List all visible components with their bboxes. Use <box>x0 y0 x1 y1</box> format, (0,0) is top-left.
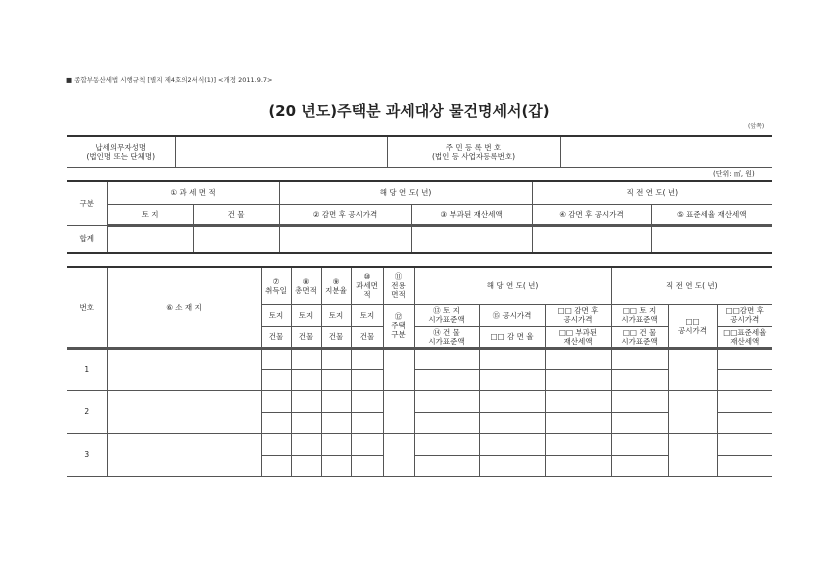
detail-cell[interactable] <box>414 455 479 476</box>
detail-cell[interactable] <box>611 412 668 433</box>
detail-cell[interactable] <box>321 412 351 433</box>
detail-col-13-header: ⑬ 토 지 시가표준액 <box>414 304 479 326</box>
detail-cell[interactable] <box>291 348 321 369</box>
taxpayer-name-field[interactable] <box>175 136 387 167</box>
detail-col-10-header: ⑩ 과세면 적 <box>351 267 383 304</box>
detail-col-7-header: ⑦ 취득일 <box>261 267 291 304</box>
detail-cell[interactable] <box>414 369 479 390</box>
detail-col-9-header: ⑨ 지분율 <box>321 267 351 304</box>
summary-total-building[interactable] <box>193 225 279 253</box>
detail-col-14-header: ⑭ 건 물 시가표준액 <box>414 326 479 348</box>
detail-col-15-header: ⑮ 공시가격 <box>479 304 545 326</box>
detail-row-location[interactable] <box>107 390 261 433</box>
detail-prev-public-price-header: □□ 공시가격 <box>668 304 717 348</box>
detail-cell[interactable] <box>479 369 545 390</box>
summary-building-header: 건 물 <box>193 204 279 225</box>
detail-prev-building-header: □□ 건 물 시가표준액 <box>611 326 668 348</box>
detail-col-16-header: □□ 감면 후 공시가격 <box>545 304 611 326</box>
detail-cell[interactable] <box>321 455 351 476</box>
detail-cell[interactable] <box>717 433 772 455</box>
detail-col-8-land: 토지 <box>291 304 321 326</box>
taxpayer-name-label: 납세의무자성명 (법인명 또는 단체명) <box>67 136 175 167</box>
detail-cell[interactable] <box>261 412 291 433</box>
detail-cell[interactable] <box>717 412 772 433</box>
detail-cell[interactable] <box>479 412 545 433</box>
detail-cell[interactable] <box>479 390 545 412</box>
page-title: (20 년도)주택분 과세대상 물건명세서(갑) <box>268 102 550 120</box>
detail-prev-after-header: □□감면 후 공시가격 <box>717 304 772 326</box>
detail-cell[interactable] <box>414 348 479 369</box>
summary-col-5-header: ⑤ 표준세율 재산세액 <box>651 204 772 225</box>
detail-cell[interactable] <box>717 455 772 476</box>
summary-col-3-header: ③ 부과된 재산세액 <box>411 204 532 225</box>
detail-cell[interactable] <box>414 433 479 455</box>
detail-cell[interactable] <box>545 390 611 412</box>
detail-prev-land-header: □□ 토 지 시가표준액 <box>611 304 668 326</box>
detail-cell[interactable] <box>351 369 383 390</box>
detail-cell[interactable] <box>383 390 414 433</box>
detail-cell[interactable] <box>351 433 383 455</box>
detail-cell[interactable] <box>291 455 321 476</box>
summary-prev-year-header: 직 전 연 도( 년) <box>532 181 772 204</box>
detail-cell[interactable] <box>611 455 668 476</box>
detail-cell[interactable] <box>479 433 545 455</box>
detail-cell[interactable] <box>717 348 772 369</box>
detail-cell[interactable] <box>668 390 717 433</box>
detail-row-number: 1 <box>67 348 107 390</box>
summary-total-col-5[interactable] <box>651 225 772 253</box>
detail-cell[interactable] <box>383 348 414 390</box>
detail-cell[interactable] <box>351 455 383 476</box>
detail-col-10-land: 토지 <box>351 304 383 326</box>
detail-cell[interactable] <box>611 390 668 412</box>
detail-cell[interactable] <box>479 455 545 476</box>
detail-cell[interactable] <box>611 433 668 455</box>
detail-cell[interactable] <box>611 369 668 390</box>
detail-cell[interactable] <box>414 390 479 412</box>
detail-col-8-header: ⑧ 총면적 <box>291 267 321 304</box>
detail-prev-year-header: 직 전 연 도( 년) <box>611 267 772 304</box>
detail-current-year-header: 해 당 연 도( 년) <box>414 267 611 304</box>
detail-cell[interactable] <box>291 412 321 433</box>
summary-col-2-header: ② 감면 후 공시가격 <box>279 204 411 225</box>
detail-col-8-building: 건물 <box>291 326 321 348</box>
summary-area-header: ① 과 세 면 적 <box>107 181 279 204</box>
detail-cell[interactable] <box>383 433 414 476</box>
detail-row-number: 2 <box>67 390 107 433</box>
detail-row-location[interactable] <box>107 348 261 390</box>
detail-cell[interactable] <box>717 369 772 390</box>
detail-cell[interactable] <box>668 433 717 476</box>
detail-cell[interactable] <box>351 390 383 412</box>
detail-cell[interactable] <box>261 433 291 455</box>
detail-table <box>67 266 772 477</box>
detail-cell[interactable] <box>321 348 351 369</box>
detail-cell[interactable] <box>291 433 321 455</box>
detail-col-9-building: 건물 <box>321 326 351 348</box>
summary-total-col-3[interactable] <box>411 225 532 253</box>
page-side-label: (앞쪽) <box>748 123 765 130</box>
detail-prev-std-header: □□표준세율 재산세액 <box>717 326 772 348</box>
detail-cell[interactable] <box>291 390 321 412</box>
detail-cell[interactable] <box>545 455 611 476</box>
detail-cell[interactable] <box>261 390 291 412</box>
detail-col-7-land: 토지 <box>261 304 291 326</box>
summary-col-4-header: ④ 감면 후 공시가격 <box>532 204 651 225</box>
detail-cell[interactable] <box>668 348 717 390</box>
taxpayer-id-label: 주 민 등 록 번 호 (법인 등 사업자등록번호) <box>387 136 560 167</box>
detail-cell[interactable] <box>545 348 611 369</box>
detail-cell[interactable] <box>321 433 351 455</box>
detail-col-12-header: ⑫ 주택 구분 <box>383 304 414 348</box>
detail-cell[interactable] <box>321 390 351 412</box>
detail-cell[interactable] <box>479 348 545 369</box>
detail-cell[interactable] <box>261 455 291 476</box>
detail-cell[interactable] <box>545 433 611 455</box>
unit-label: (단위: ㎡, 원) <box>713 170 755 178</box>
detail-col-7-building: 건물 <box>261 326 291 348</box>
detail-cell[interactable] <box>545 412 611 433</box>
summary-current-year-header: 해 당 연 도( 년) <box>279 181 532 204</box>
detail-cell[interactable] <box>611 348 668 369</box>
summary-table <box>67 180 772 254</box>
detail-cell[interactable] <box>351 412 383 433</box>
detail-col-17-header: □□ 감 면 율 <box>479 326 545 348</box>
detail-location-header: ⑥ 소 재 지 <box>107 267 261 348</box>
taxpayer-table <box>67 135 772 168</box>
summary-land-header: 토 지 <box>107 204 193 225</box>
detail-cell[interactable] <box>414 412 479 433</box>
detail-col-10-building: 건물 <box>351 326 383 348</box>
detail-no-header: 번호 <box>67 267 107 348</box>
taxpayer-id-field[interactable] <box>560 136 772 167</box>
detail-cell[interactable] <box>291 369 321 390</box>
detail-cell[interactable] <box>717 390 772 412</box>
summary-total-land[interactable] <box>107 225 193 253</box>
form-reference-note: ■ 종합부동산세법 시행규칙 [별지 제4호의2서식(1)] <개정 2011.9.7> <box>66 76 273 84</box>
detail-cell[interactable] <box>545 369 611 390</box>
detail-row-location[interactable] <box>107 433 261 476</box>
detail-cell[interactable] <box>321 369 351 390</box>
detail-row-number: 3 <box>67 433 107 476</box>
summary-total-label: 합계 <box>67 225 107 253</box>
detail-col-9-land: 토지 <box>321 304 351 326</box>
detail-col-11-header: ⑪ 전용 면적 <box>383 267 414 304</box>
summary-total-col-4[interactable] <box>532 225 651 253</box>
summary-total-col-2[interactable] <box>279 225 411 253</box>
detail-cell[interactable] <box>261 369 291 390</box>
detail-cell[interactable] <box>261 348 291 369</box>
summary-gubun-header: 구분 <box>67 181 107 225</box>
detail-col-18-header: □□ 부과된 재산세액 <box>545 326 611 348</box>
detail-cell[interactable] <box>351 348 383 369</box>
